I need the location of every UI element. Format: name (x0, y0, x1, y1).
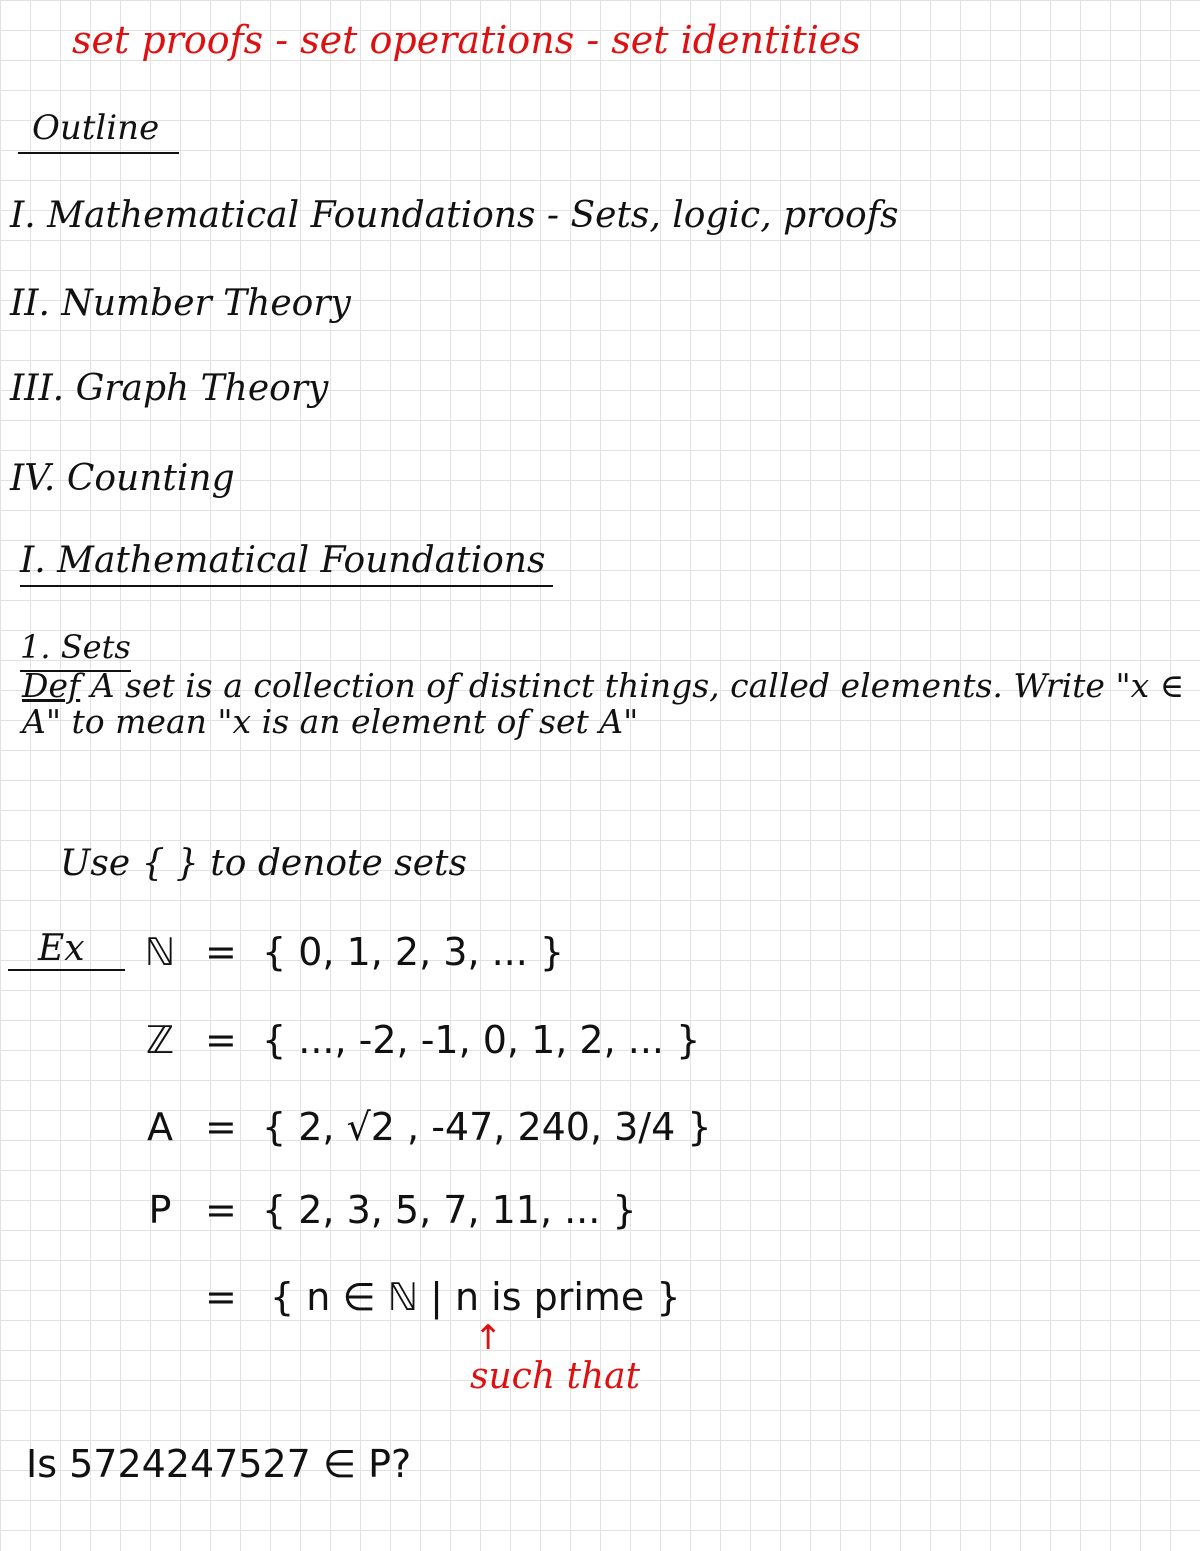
example-row (140, 1188, 840, 1238)
definition (22, 668, 1192, 740)
outline-numeral: IV. (10, 458, 56, 499)
subsection-heading: 1. Sets (20, 628, 131, 672)
example-value: { n ∈ ℕ | n is prime } (270, 1275, 681, 1319)
example-row (140, 1105, 860, 1155)
example-value: { 2, √2 , -47, 240, 3/4 } (262, 1105, 712, 1149)
outline-item-4 (10, 458, 235, 499)
such-that-annotation: such that (470, 1356, 641, 1397)
outline-item-1 (10, 195, 899, 236)
outline-heading: Outline (18, 108, 179, 154)
examples-label: Ex (8, 928, 125, 971)
outline-text: Mathematical Foundations - Sets, logic, proofs (47, 195, 899, 236)
example-value: { 0, 1, 2, 3, ... } (262, 930, 565, 974)
section-heading: I. Mathematical Foundations (20, 540, 553, 587)
outline-numeral: II. (10, 283, 50, 324)
example-row (140, 1018, 840, 1068)
outline-text: Counting (66, 458, 235, 499)
example-symbol: ℤ (145, 1018, 175, 1062)
example-symbol: ℕ (144, 930, 176, 974)
example-equals: = (205, 1105, 237, 1149)
example-equals: = (205, 1188, 237, 1232)
example-equals: = (205, 930, 237, 974)
question: Is 5724247527 ∈ P? (26, 1442, 412, 1486)
definition-label: Def (22, 666, 81, 705)
example-value: { ..., -2, -1, 0, 1, 2, ... } (262, 1018, 701, 1062)
example-equals: = (205, 1018, 237, 1062)
example-row (140, 930, 840, 980)
example-value: { 2, 3, 5, 7, 11, ... } (262, 1188, 637, 1232)
outline-numeral: I. (10, 195, 36, 236)
example-symbol: A (147, 1105, 173, 1149)
notation-note: Use { } to denote sets (60, 843, 467, 884)
example-symbol: P (148, 1188, 172, 1232)
outline-item-2 (10, 283, 351, 324)
example-equals: = (205, 1275, 237, 1319)
outline-numeral: III. (10, 368, 65, 409)
up-arrow-icon: ↑ (474, 1318, 503, 1358)
outline-text: Graph Theory (75, 368, 329, 409)
outline-item-3 (10, 368, 328, 409)
page-title: set proofs - set operations - set identities (72, 18, 861, 62)
outline-text: Number Theory (61, 283, 351, 324)
definition-text: A set is a collection of distinct things, called elements. Write "x ∈ A" to mean "x is an element of set A" (22, 666, 1185, 741)
